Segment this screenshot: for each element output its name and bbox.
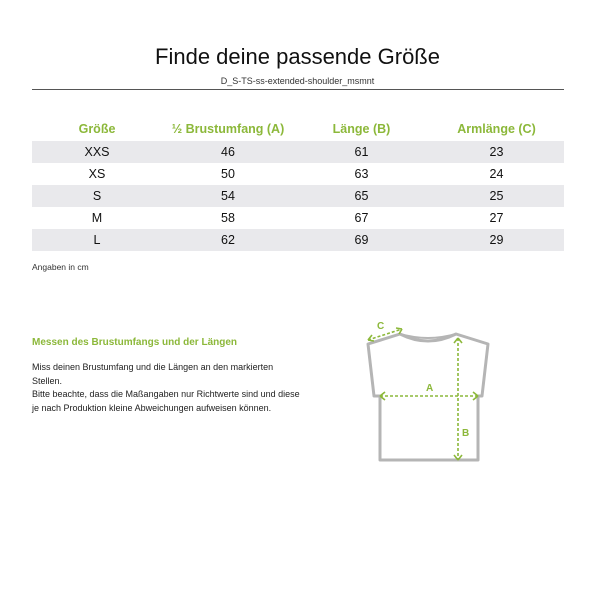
cell-chest: 46 xyxy=(162,141,294,163)
cell-length: 61 xyxy=(294,141,429,163)
table-row xyxy=(32,229,564,251)
units-note: Angaben in cm xyxy=(32,262,89,272)
cell-arm-length: 29 xyxy=(429,229,564,251)
cell-size: XXS xyxy=(32,141,162,163)
product-code: D_S-TS-ss-extended-shoulder_msmnt xyxy=(220,76,375,86)
cell-size: M xyxy=(91,211,103,225)
measure-instructions xyxy=(32,361,302,415)
header-chest: ½ Brustumfang (A) xyxy=(171,122,285,136)
instruction-line: Miss deinen Brustumfang und die Längen an den markierten Stellen. xyxy=(32,362,274,386)
cell-length: 69 xyxy=(294,229,429,251)
table-row xyxy=(32,163,564,185)
cell-length: 65 xyxy=(294,185,429,207)
cell-size: XS xyxy=(88,167,106,181)
label-a: A xyxy=(426,383,434,394)
measure-heading: Messen des Brustumfangs und der Längen xyxy=(32,337,238,348)
instruction-line: Bitte beachte, dass die Maßangaben nur Richtwerte sind und diese je nach Produktion kleine Abweichungen aufweisen können. xyxy=(32,389,300,413)
table-row xyxy=(32,207,564,229)
label-c: C xyxy=(377,321,385,332)
header-length: Länge (B) xyxy=(332,122,391,136)
table-row xyxy=(32,141,564,163)
cell-chest: 50 xyxy=(221,167,235,181)
cell-chest: 54 xyxy=(162,185,294,207)
cell-arm-length: 24 xyxy=(489,167,504,181)
tshirt-measurement-diagram xyxy=(358,318,498,470)
table-row xyxy=(32,185,564,207)
label-b: B xyxy=(462,428,470,439)
tshirt-outline xyxy=(368,334,488,460)
divider xyxy=(32,89,564,90)
cell-size: S xyxy=(32,185,162,207)
header-arm-length: Armlänge (C) xyxy=(457,122,536,136)
cell-length: 67 xyxy=(354,211,369,225)
header-size: Größe xyxy=(78,122,116,136)
cell-chest: 62 xyxy=(162,229,294,251)
cell-arm-length: 25 xyxy=(429,185,564,207)
cell-arm-length: 27 xyxy=(489,211,504,225)
page-title: Finde deine passende Größe xyxy=(155,44,440,69)
table-header-row xyxy=(32,117,564,141)
cell-arm-length: 23 xyxy=(429,141,564,163)
cell-chest: 58 xyxy=(221,211,235,225)
cell-length: 63 xyxy=(354,167,369,181)
cell-size: L xyxy=(32,229,162,251)
size-table xyxy=(32,117,564,251)
